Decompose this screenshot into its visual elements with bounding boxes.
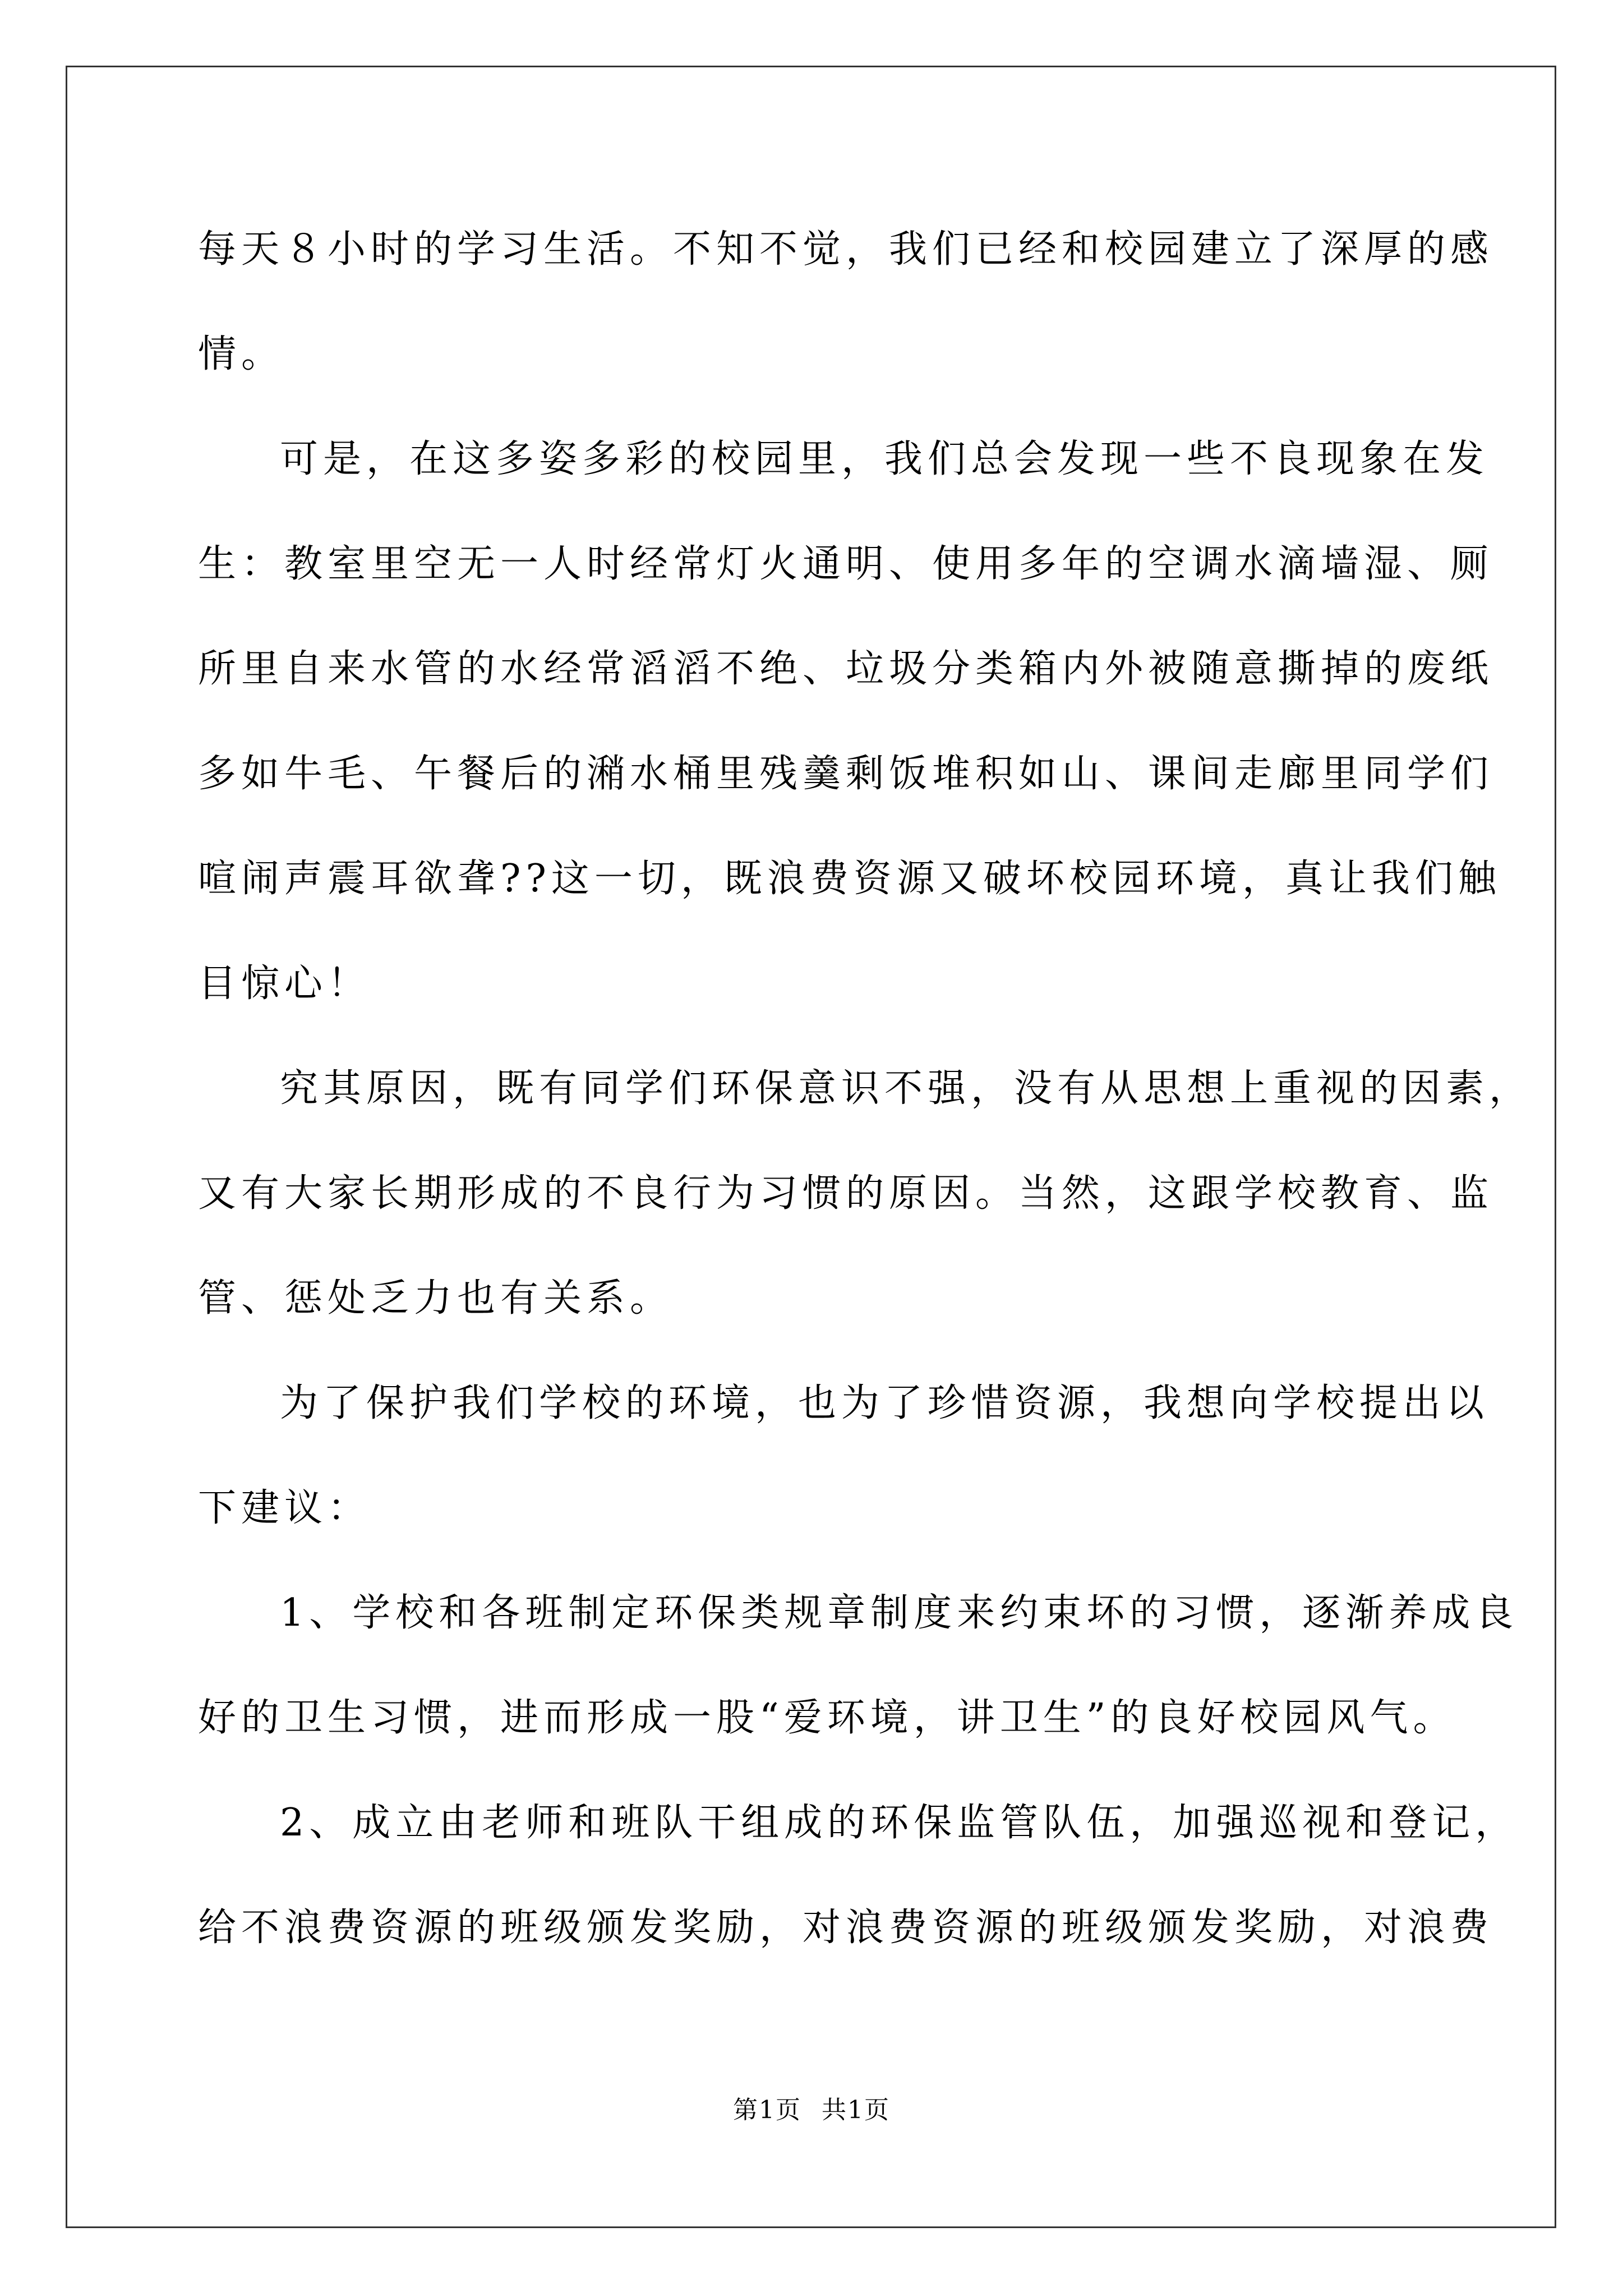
body-text-line: 给不浪费资源的班级颁发奖励，对浪费资源的班级颁发奖励，对浪费	[198, 1906, 1494, 1950]
body-text-line: 又有大家长期形成的不良行为习惯的原因。当然，这跟学校教育、监	[198, 1171, 1494, 1216]
body-text-line: 下建议：	[198, 1486, 371, 1530]
body-text-line: 情。	[198, 332, 285, 376]
body-text-line: 管、惩处乏力也有关系。	[198, 1276, 674, 1320]
body-text-line: 多如牛毛、午餐后的潲水桶里残羹剩饭堆积如山、课间走廊里同学们	[198, 752, 1494, 796]
body-text-line: 究其原因，既有同学们环保意识不强，没有从思想上重视的因素，	[280, 1066, 1533, 1111]
page-number-current: 第1页	[733, 2096, 801, 2124]
page-number-total: 共1页	[822, 2096, 890, 2124]
document-body	[198, 208, 1533, 1991]
body-text-line: 可是，在这多姿多彩的校园里，我们总会发现一些不良现象在发	[280, 437, 1490, 481]
body-text-line: 目惊心！	[198, 961, 371, 1006]
body-text-line: 喧闹声震耳欲聋??这一切，既浪费资源又破坏校园环境，真让我们触	[198, 857, 1501, 901]
body-text-line: 为了保护我们学校的环境，也为了珍惜资源，我想向学校提出以	[280, 1381, 1490, 1425]
body-text-line: 所里自来水管的水经常滔滔不绝、垃圾分类箱内外被随意撕掉的废纸	[198, 647, 1494, 691]
body-text-line: 生：教室里空无一人时经常灯火通明、使用多年的空调水滴墙湿、厕	[198, 542, 1494, 586]
body-text-line: 1、学校和各班制定环保类规章制度来约束坏的习惯，逐渐养成良	[280, 1591, 1519, 1635]
body-text-line: 好的卫生习惯，进而形成一股“爱环境，讲卫生”的良好校园风气。	[198, 1696, 1456, 1740]
page-footer	[0, 2090, 1623, 2125]
body-text-line: 每天８小时的学习生活。不知不觉，我们已经和校园建立了深厚的感	[198, 227, 1494, 272]
body-text-line: 2、成立由老师和班队干组成的环保监管队伍，加强巡视和登记，	[280, 1801, 1519, 1845]
